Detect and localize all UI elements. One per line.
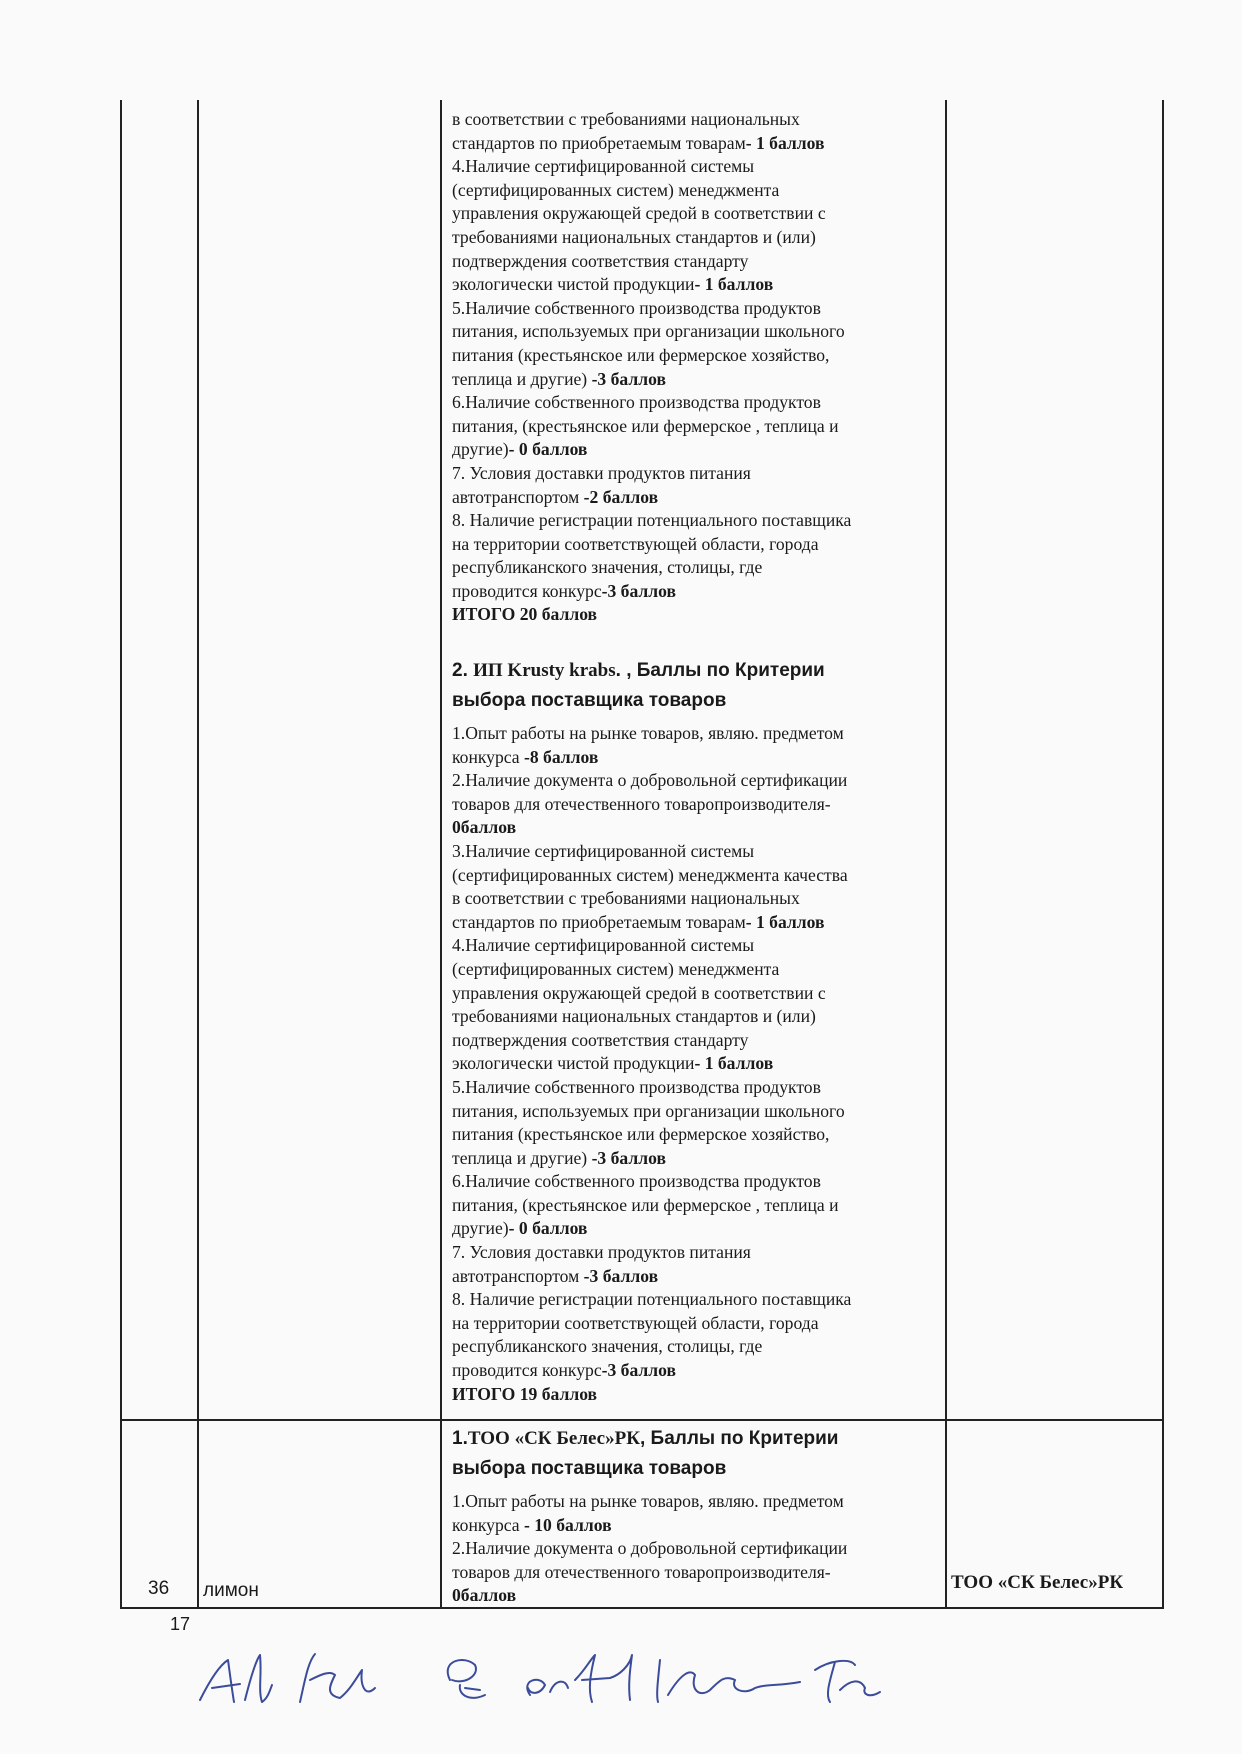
criteria-line — [452, 1514, 938, 1538]
supplier-heading-number: 1. — [452, 1428, 468, 1449]
criteria-text: экологически чистой продукции — [452, 274, 695, 295]
criteria-score: - 1 баллов — [694, 1053, 774, 1074]
table-border-left — [120, 100, 122, 1608]
criteria-score: -8 баллов — [524, 746, 599, 767]
criteria-line — [452, 202, 938, 226]
criteria-line — [452, 1194, 938, 1218]
criteria-score: -2 баллов — [583, 486, 659, 507]
criteria-text: проводится конкурс — [452, 1360, 602, 1381]
criteria-line — [452, 462, 938, 486]
criteria-text: на территории соответствующей области, города — [452, 533, 819, 554]
criteria-score: -3 баллов — [591, 1147, 666, 1168]
criteria-text: 3.Наличие сертифицированной системы — [452, 840, 755, 861]
criteria-score: -3 баллов — [601, 580, 677, 601]
criteria-line — [452, 1170, 938, 1194]
criteria-line — [452, 1537, 938, 1561]
criteria-text: автотранспортом — [452, 486, 584, 507]
criteria-text: подтверждения соответствия стандарту — [452, 1029, 749, 1050]
criteria-line — [452, 320, 938, 344]
criteria-score: -3 баллов — [583, 1265, 659, 1286]
winner-supplier: ТОО «СК Белес»РК — [951, 1572, 1124, 1593]
criteria-text: питания, используемых при организации школьного — [452, 1100, 845, 1121]
criteria-block-continued — [452, 108, 938, 627]
criteria-text: требованиями национальных стандартов и (или) — [452, 1006, 816, 1027]
criteria-text: 2.Наличие документа о добровольной сертификации — [452, 1538, 848, 1559]
criteria-line — [452, 1241, 938, 1265]
criteria-line — [452, 1265, 938, 1289]
criteria-line — [452, 1123, 938, 1147]
criteria-text: 7. Условия доставки продуктов питания — [452, 462, 751, 483]
criteria-lines — [452, 108, 938, 603]
criteria-text: 4.Наличие сертифицированной системы — [452, 935, 755, 956]
supplier-block-krusty — [452, 656, 938, 1406]
criteria-text: теплица и другие) — [452, 1147, 592, 1168]
criteria-score: -3 баллов — [601, 1360, 677, 1381]
criteria-text: 6.Наличие собственного производства продуктов — [452, 1171, 821, 1192]
criteria-line — [452, 1490, 938, 1514]
criteria-line — [452, 722, 938, 746]
supplier-heading-line2: выбора поставщика товаров — [452, 690, 727, 711]
criteria-line — [452, 368, 938, 392]
criteria-lines — [452, 1490, 938, 1608]
criteria-text: 2.Наличие документа о добровольной сертификации — [452, 770, 848, 791]
criteria-text: (сертифицированных систем) менеджмента — [452, 179, 780, 200]
criteria-line — [452, 273, 938, 297]
criteria-text: проводится конкурс — [452, 580, 602, 601]
criteria-line — [452, 1029, 938, 1053]
criteria-text: питания, используемых при организации школьного — [452, 321, 845, 342]
criteria-text: конкурса — [452, 1514, 524, 1535]
criteria-line — [452, 1076, 938, 1100]
supplier-name: ТОО «СК Белес»РК — [467, 1428, 640, 1449]
criteria-text: республиканского значения, столицы, где — [452, 1336, 763, 1357]
criteria-line — [452, 816, 938, 840]
criteria-text: другие) — [452, 439, 509, 460]
criteria-line — [452, 1288, 938, 1312]
supplier-heading-line2: выбора поставщика товаров — [452, 1458, 727, 1479]
criteria-text: 8. Наличие регистрации потенциального поставщика — [452, 1289, 852, 1310]
criteria-text: автотранспортом — [452, 1265, 584, 1286]
criteria-score: 0баллов — [452, 817, 517, 838]
criteria-line — [452, 887, 938, 911]
criteria-text: требованиями национальных стандартов и (или) — [452, 226, 816, 247]
criteria-line — [452, 297, 938, 321]
criteria-text: экологически чистой продукции — [452, 1053, 695, 1074]
criteria-line — [452, 132, 938, 156]
criteria-line — [452, 580, 938, 604]
total-line: ИТОГО 19 баллов — [452, 1383, 598, 1404]
criteria-text: 5.Наличие собственного производства продуктов — [452, 1076, 821, 1097]
criteria-line — [452, 1312, 938, 1336]
criteria-text: подтверждения соответствия стандарту — [452, 250, 749, 271]
criteria-line — [452, 1359, 938, 1383]
criteria-score: - 0 баллов — [508, 439, 588, 460]
table-divider-col1 — [197, 100, 199, 1608]
criteria-line — [452, 982, 938, 1006]
criteria-line — [452, 155, 938, 179]
criteria-score: - 10 баллов — [524, 1514, 612, 1535]
handwritten-signatures — [190, 1640, 970, 1720]
criteria-text: товаров для отечественного товаропроизводителя- — [452, 793, 831, 814]
criteria-score: - 1 баллов — [694, 274, 774, 295]
criteria-line — [452, 769, 938, 793]
criteria-text: (сертифицированных систем) менеджмента — [452, 958, 780, 979]
criteria-text: в соответствии с требованиями национальных — [452, 109, 800, 129]
criteria-line — [452, 1005, 938, 1029]
criteria-line — [452, 344, 938, 368]
criteria-text: стандартов по приобретаемым товарам — [452, 911, 746, 932]
table-divider-col2 — [440, 100, 442, 1608]
criteria-line — [452, 1217, 938, 1241]
criteria-text: стандартов по приобретаемым товарам — [452, 132, 746, 153]
page-number: 17 — [170, 1614, 191, 1634]
criteria-text: в соответствии с требованиями национальных — [452, 888, 800, 909]
criteria-line — [452, 1147, 938, 1171]
criteria-line — [452, 746, 938, 770]
total-line: ИТОГО 20 баллов — [452, 604, 598, 625]
criteria-text: 1.Опыт работы на рынке товаров, являю. предметом — [452, 1491, 844, 1511]
criteria-score: 0баллов — [452, 1585, 517, 1606]
row-number: 36 — [148, 1578, 170, 1599]
criteria-line — [452, 1561, 938, 1585]
criteria-text: теплица и другие) — [452, 368, 592, 389]
criteria-line — [452, 793, 938, 817]
criteria-line — [452, 556, 938, 580]
criteria-text: питания, (крестьянское или фермерское , теплица и — [452, 415, 839, 436]
criteria-text: питания, (крестьянское или фермерское , теплица и — [452, 1194, 839, 1215]
criteria-text: 4.Наличие сертифицированной системы — [452, 156, 755, 177]
criteria-text: (сертифицированных систем) менеджмента качества — [452, 864, 848, 885]
criteria-text: питания (крестьянское или фермерское хозяйство, — [452, 344, 830, 365]
criteria-text: 6.Наличие собственного производства продуктов — [452, 392, 821, 413]
criteria-text: республиканского значения, столицы, где — [452, 557, 763, 578]
criteria-line — [452, 486, 938, 510]
criteria-text: товаров для отечественного товаропроизводителя- — [452, 1561, 831, 1582]
criteria-text: управления окружающей средой в соответствии с — [452, 203, 826, 224]
criteria-line — [452, 934, 938, 958]
criteria-text: конкурса — [452, 746, 524, 767]
criteria-line — [452, 840, 938, 864]
criteria-text: 1.Опыт работы на рынке товаров, являю. предметом — [452, 723, 844, 743]
criteria-text: питания (крестьянское или фермерское хозяйство, — [452, 1124, 830, 1145]
criteria-text: 7. Условия доставки продуктов питания — [452, 1242, 751, 1263]
criteria-line — [452, 509, 938, 533]
table-divider-col3 — [945, 100, 947, 1608]
criteria-score: - 0 баллов — [508, 1218, 588, 1239]
table-row-divider — [120, 1419, 1164, 1421]
criteria-line — [452, 1584, 938, 1608]
criteria-text: 8. Наличие регистрации потенциального поставщика — [452, 510, 852, 531]
criteria-text: другие) — [452, 1218, 509, 1239]
criteria-lines — [452, 722, 938, 1383]
criteria-line — [452, 226, 938, 250]
criteria-line — [452, 179, 938, 203]
criteria-line — [452, 864, 938, 888]
supplier-heading-number: 2. — [452, 660, 474, 681]
criteria-line — [452, 438, 938, 462]
criteria-line — [452, 958, 938, 982]
supplier-name: ИП Krusty krabs — [473, 660, 616, 681]
table-border-right — [1162, 100, 1164, 1608]
criteria-score: - 1 баллов — [745, 132, 825, 153]
supplier-heading-rest: . , Баллы по Критерии — [615, 660, 825, 681]
criteria-line — [452, 415, 938, 439]
criteria-line — [452, 108, 938, 132]
criteria-line — [452, 1100, 938, 1124]
criteria-line — [452, 391, 938, 415]
supplier-heading-rest: , Баллы по Критерии — [639, 1428, 839, 1449]
criteria-text: 5.Наличие собственного производства продуктов — [452, 297, 821, 318]
criteria-line — [452, 1335, 938, 1359]
criteria-text: управления окружающей средой в соответствии с — [452, 982, 826, 1003]
criteria-line — [452, 911, 938, 935]
row-item-name: лимон — [203, 1580, 259, 1601]
criteria-line — [452, 1052, 938, 1076]
criteria-text: на территории соответствующей области, города — [452, 1312, 819, 1333]
criteria-line — [452, 533, 938, 557]
criteria-score: -3 баллов — [591, 368, 666, 389]
supplier-heading — [452, 1424, 938, 1454]
criteria-line — [452, 250, 938, 274]
criteria-score: - 1 баллов — [745, 911, 825, 932]
supplier-heading — [452, 656, 938, 686]
supplier-block-beles — [452, 1424, 938, 1608]
